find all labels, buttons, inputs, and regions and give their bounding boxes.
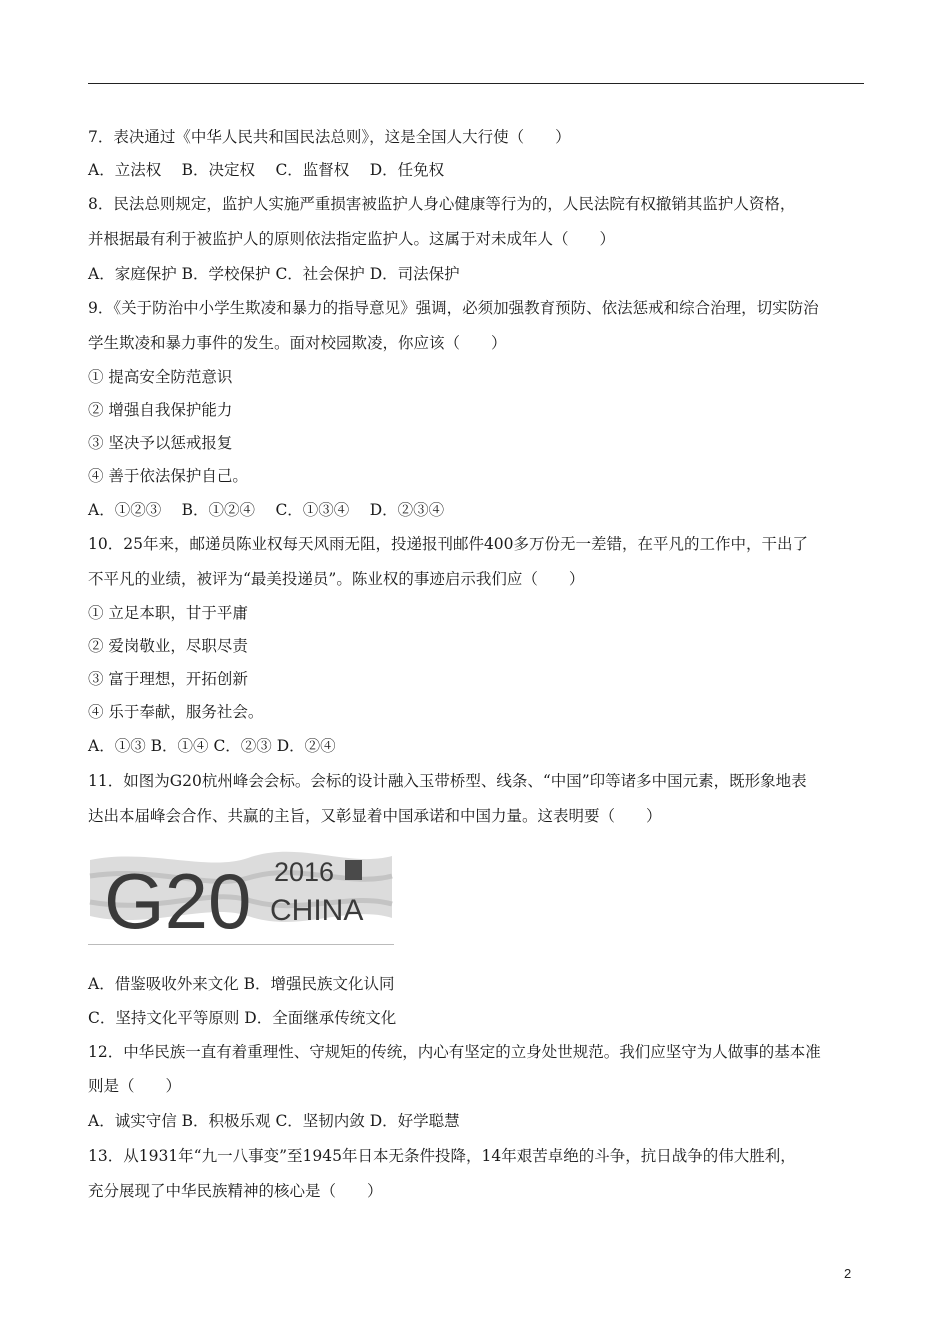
logo-g20-text: G20 <box>104 857 252 945</box>
q9-stem: 9．《关于防治中小学生欺凌和暴力的指导意见》强调，必须加强教育预防、依法惩戒和综合治理，切实防治 <box>88 299 819 317</box>
q10-item-2: ② 爱岗敬业，尽职尽责 <box>88 637 248 655</box>
q7-options: A．立法权 B．决定权 C．监督权 D．任免权 <box>88 161 445 179</box>
logo-baseline <box>88 944 394 945</box>
q12-stem-2: 则是（ ） <box>88 1077 182 1095</box>
q10-item-1: ① 立足本职，甘于平庸 <box>88 604 248 622</box>
header-rule <box>88 83 864 84</box>
q11-stem: 11．如图为G20杭州峰会会标。会标的设计融入玉带桥型、线条、“中国”印等诸多中国元素，既形象地表 <box>88 772 807 790</box>
q9-item-4: ④ 善于依法保护自己。 <box>88 467 248 485</box>
q10-stem-2: 不平凡的业绩，被评为“最美投递员”。陈业权的事迹启示我们应（ ） <box>88 570 585 588</box>
q9-item-3: ③ 坚决予以惩戒报复 <box>88 434 233 452</box>
logo-year-text: 2016 <box>274 857 335 887</box>
logo-country-text: CHINA <box>270 894 364 927</box>
q11-stem-2: 达出本届峰会合作、共赢的主旨，又彰显着中国承诺和中国力量。这表明要（ ） <box>88 807 662 825</box>
q11-options-1: A．借鉴吸收外来文化 B．增强民族文化认同 <box>88 975 395 993</box>
q9-item-1: ① 提高安全防范意识 <box>88 368 233 386</box>
g20-logo-icon <box>88 838 394 945</box>
q9-options: A．①②③ B．①②④ C．①③④ D．②③④ <box>88 501 445 519</box>
q12-stem: 12．中华民族一直有着重理性、守规矩的传统，内心有坚定的立身处世规范。我们应坚守为人做事的基本准 <box>88 1043 821 1061</box>
seal-icon <box>345 860 362 880</box>
q9-item-2: ② 增强自我保护能力 <box>88 401 233 419</box>
q8-stem-2: 并根据最有利于被监护人的原则依法指定监护人。这属于对未成年人（ ） <box>88 230 616 248</box>
q7-stem: 7．表决通过《中华人民共和国民法总则》，这是全国人大行使（ ） <box>88 128 571 146</box>
q13-stem-2: 充分展现了中华民族精神的核心是（ ） <box>88 1182 383 1200</box>
q12-options: A．诚实守信 B．积极乐观 C．坚韧内敛 D．好学聪慧 <box>88 1112 460 1130</box>
q9-stem-2: 学生欺凌和暴力事件的发生。面对校园欺凌，你应该（ ） <box>88 334 507 352</box>
q10-options: A．①③ B．①④ C．②③ D．②④ <box>88 737 336 755</box>
q11-options-2: C．坚持文化平等原则 D．全面继承传统文化 <box>88 1009 397 1027</box>
q8-stem: 8．民法总则规定，监护人实施严重损害被监护人身心健康等行为的，人民法院有权撤销其监护人资格， <box>88 195 796 213</box>
q8-options: A．家庭保护 B．学校保护 C．社会保护 D．司法保护 <box>88 265 460 283</box>
q13-stem: 13．从1931年“九一八事变”至1945年日本无条件投降，14年艰苦卓绝的斗争，抗日战争的伟大胜利， <box>88 1147 796 1165</box>
g20-logo-image <box>88 838 394 945</box>
q10-stem: 10．25年来，邮递员陈业权每天风雨无阻，投递报刊邮件400多万份无一差错，在平凡的工作中，干出了 <box>88 535 809 553</box>
q10-item-4: ④ 乐于奉献，服务社会。 <box>88 703 264 721</box>
q10-item-3: ③ 富于理想，开拓创新 <box>88 670 248 688</box>
page-number: 2 <box>844 1266 852 1281</box>
